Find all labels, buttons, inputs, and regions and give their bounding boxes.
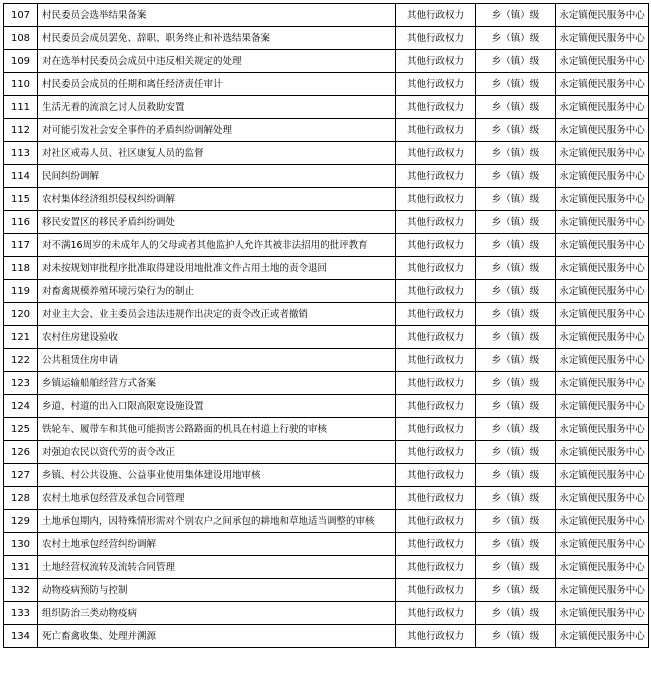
- exercise-level: 乡（镇）级: [476, 96, 556, 119]
- table-row: [4, 487, 649, 510]
- handling-unit: 永定镇便民服务中心: [556, 188, 649, 211]
- table-row: [4, 602, 649, 625]
- item-name: 土地承包期内，因特殊情形需对个别农户之间承包的耕地和草地适当调整的审核: [38, 510, 396, 533]
- handling-unit: 永定镇便民服务中心: [556, 487, 649, 510]
- handling-unit: 永定镇便民服务中心: [556, 96, 649, 119]
- handling-unit: 永定镇便民服务中心: [556, 303, 649, 326]
- exercise-level: 乡（镇）级: [476, 395, 556, 418]
- row-number: 126: [4, 441, 38, 464]
- exercise-level: 乡（镇）级: [476, 188, 556, 211]
- row-number: 130: [4, 533, 38, 556]
- handling-unit: 永定镇便民服务中心: [556, 510, 649, 533]
- row-number: 132: [4, 579, 38, 602]
- handling-unit: 永定镇便民服务中心: [556, 372, 649, 395]
- row-number: 113: [4, 142, 38, 165]
- item-name: 农村住房建设验收: [38, 326, 396, 349]
- item-name: 铁轮车、履带车和其他可能损害公路路面的机具在村道上行驶的审核: [38, 418, 396, 441]
- row-number: 112: [4, 119, 38, 142]
- exercise-level: 乡（镇）级: [476, 464, 556, 487]
- handling-unit: 永定镇便民服务中心: [556, 602, 649, 625]
- power-type: 其他行政权力: [396, 50, 476, 73]
- exercise-level: 乡（镇）级: [476, 234, 556, 257]
- row-number: 128: [4, 487, 38, 510]
- row-number: 129: [4, 510, 38, 533]
- exercise-level: 乡（镇）级: [476, 441, 556, 464]
- exercise-level: 乡（镇）级: [476, 27, 556, 50]
- item-name: 对强迫农民以资代劳的责令改正: [38, 441, 396, 464]
- exercise-level: 乡（镇）级: [476, 372, 556, 395]
- item-name: 对社区戒毒人员、社区康复人员的监督: [38, 142, 396, 165]
- item-name: 村民委员会成员的任期和离任经济责任审计: [38, 73, 396, 96]
- row-number: 133: [4, 602, 38, 625]
- table-row: [4, 372, 649, 395]
- power-type: 其他行政权力: [396, 280, 476, 303]
- row-number: 115: [4, 188, 38, 211]
- item-name: 农村土地承包经营及承包合同管理: [38, 487, 396, 510]
- power-type: 其他行政权力: [396, 165, 476, 188]
- item-name: 对在选举村民委员会成员中违反相关规定的处理: [38, 50, 396, 73]
- exercise-level: 乡（镇）级: [476, 625, 556, 648]
- exercise-level: 乡（镇）级: [476, 487, 556, 510]
- row-number: 131: [4, 556, 38, 579]
- handling-unit: 永定镇便民服务中心: [556, 27, 649, 50]
- exercise-level: 乡（镇）级: [476, 211, 556, 234]
- exercise-level: 乡（镇）级: [476, 418, 556, 441]
- handling-unit: 永定镇便民服务中心: [556, 280, 649, 303]
- table-row: [4, 395, 649, 418]
- item-name: 生活无着的流浪乞讨人员救助安置: [38, 96, 396, 119]
- exercise-level: 乡（镇）级: [476, 50, 556, 73]
- power-type: 其他行政权力: [396, 349, 476, 372]
- exercise-level: 乡（镇）级: [476, 280, 556, 303]
- exercise-level: 乡（镇）级: [476, 257, 556, 280]
- exercise-level: 乡（镇）级: [476, 556, 556, 579]
- row-number: 108: [4, 27, 38, 50]
- table-row: [4, 188, 649, 211]
- handling-unit: 永定镇便民服务中心: [556, 556, 649, 579]
- row-number: 107: [4, 4, 38, 27]
- handling-unit: 永定镇便民服务中心: [556, 579, 649, 602]
- handling-unit: 永定镇便民服务中心: [556, 211, 649, 234]
- table-row: [4, 50, 649, 73]
- row-number: 134: [4, 625, 38, 648]
- exercise-level: 乡（镇）级: [476, 349, 556, 372]
- row-number: 120: [4, 303, 38, 326]
- item-name: 民间纠纷调解: [38, 165, 396, 188]
- exercise-level: 乡（镇）级: [476, 303, 556, 326]
- table-row: [4, 579, 649, 602]
- table-row: [4, 441, 649, 464]
- power-type: 其他行政权力: [396, 142, 476, 165]
- table-row: [4, 464, 649, 487]
- table-row: [4, 27, 649, 50]
- handling-unit: 永定镇便民服务中心: [556, 533, 649, 556]
- handling-unit: 永定镇便民服务中心: [556, 234, 649, 257]
- table-row: [4, 625, 649, 648]
- handling-unit: 永定镇便民服务中心: [556, 349, 649, 372]
- exercise-level: 乡（镇）级: [476, 73, 556, 96]
- item-name: 对可能引发社会安全事件的矛盾纠纷调解处理: [38, 119, 396, 142]
- power-type: 其他行政权力: [396, 211, 476, 234]
- row-number: 114: [4, 165, 38, 188]
- table-row: [4, 510, 649, 533]
- row-number: 127: [4, 464, 38, 487]
- table-row: [4, 142, 649, 165]
- row-number: 118: [4, 257, 38, 280]
- power-type: 其他行政权力: [396, 510, 476, 533]
- power-type: 其他行政权力: [396, 372, 476, 395]
- row-number: 116: [4, 211, 38, 234]
- row-number: 110: [4, 73, 38, 96]
- power-type: 其他行政权力: [396, 464, 476, 487]
- power-type: 其他行政权力: [396, 602, 476, 625]
- exercise-level: 乡（镇）级: [476, 142, 556, 165]
- exercise-level: 乡（镇）级: [476, 533, 556, 556]
- table-row: [4, 556, 649, 579]
- power-type: 其他行政权力: [396, 533, 476, 556]
- item-name: 乡道、村道的出入口限高限宽设施设置: [38, 395, 396, 418]
- power-type: 其他行政权力: [396, 73, 476, 96]
- handling-unit: 永定镇便民服务中心: [556, 73, 649, 96]
- item-name: 乡镇运输船舶经营方式备案: [38, 372, 396, 395]
- handling-unit: 永定镇便民服务中心: [556, 625, 649, 648]
- table-row: [4, 73, 649, 96]
- power-type: 其他行政权力: [396, 326, 476, 349]
- power-type: 其他行政权力: [396, 625, 476, 648]
- table-row: [4, 96, 649, 119]
- exercise-level: 乡（镇）级: [476, 119, 556, 142]
- power-list-table: [3, 3, 649, 648]
- row-number: 117: [4, 234, 38, 257]
- item-name: 乡镇、村公共设施、公益事业使用集体建设用地审核: [38, 464, 396, 487]
- table-body: [4, 4, 649, 648]
- row-number: 121: [4, 326, 38, 349]
- table-row: [4, 4, 649, 27]
- table-row: [4, 211, 649, 234]
- exercise-level: 乡（镇）级: [476, 579, 556, 602]
- power-type: 其他行政权力: [396, 27, 476, 50]
- item-name: 死亡畜禽收集、处理并溯源: [38, 625, 396, 648]
- power-type: 其他行政权力: [396, 96, 476, 119]
- table-row: [4, 303, 649, 326]
- table-row: [4, 234, 649, 257]
- handling-unit: 永定镇便民服务中心: [556, 119, 649, 142]
- power-type: 其他行政权力: [396, 556, 476, 579]
- power-type: 其他行政权力: [396, 119, 476, 142]
- exercise-level: 乡（镇）级: [476, 326, 556, 349]
- power-type: 其他行政权力: [396, 418, 476, 441]
- table-row: [4, 280, 649, 303]
- table-row: [4, 119, 649, 142]
- power-type: 其他行政权力: [396, 441, 476, 464]
- item-name: 村民委员会成员罢免、辞职、职务终止和补选结果备案: [38, 27, 396, 50]
- exercise-level: 乡（镇）级: [476, 602, 556, 625]
- row-number: 125: [4, 418, 38, 441]
- handling-unit: 永定镇便民服务中心: [556, 4, 649, 27]
- row-number: 122: [4, 349, 38, 372]
- table-row: [4, 533, 649, 556]
- exercise-level: 乡（镇）级: [476, 4, 556, 27]
- item-name: 农村集体经济组织侵权纠纷调解: [38, 188, 396, 211]
- power-type: 其他行政权力: [396, 395, 476, 418]
- table-row: [4, 326, 649, 349]
- power-type: 其他行政权力: [396, 188, 476, 211]
- handling-unit: 永定镇便民服务中心: [556, 257, 649, 280]
- row-number: 111: [4, 96, 38, 119]
- item-name: 土地经营权流转及流转合同管理: [38, 556, 396, 579]
- row-number: 119: [4, 280, 38, 303]
- power-type: 其他行政权力: [396, 257, 476, 280]
- item-name: 组织防治三类动物疫病: [38, 602, 396, 625]
- power-type: 其他行政权力: [396, 303, 476, 326]
- handling-unit: 永定镇便民服务中心: [556, 50, 649, 73]
- item-name: 村民委员会选举结果备案: [38, 4, 396, 27]
- handling-unit: 永定镇便民服务中心: [556, 165, 649, 188]
- row-number: 123: [4, 372, 38, 395]
- item-name: 对畜禽规模养殖环境污染行为的制止: [38, 280, 396, 303]
- table-row: [4, 418, 649, 441]
- item-name: 公共租赁住房申请: [38, 349, 396, 372]
- row-number: 109: [4, 50, 38, 73]
- handling-unit: 永定镇便民服务中心: [556, 395, 649, 418]
- power-type: 其他行政权力: [396, 234, 476, 257]
- item-name: 对不满16周岁的未成年人的父母或者其他监护人允许其被非法招用的批评教育: [38, 234, 396, 257]
- table-row: [4, 257, 649, 280]
- handling-unit: 永定镇便民服务中心: [556, 441, 649, 464]
- row-number: 124: [4, 395, 38, 418]
- handling-unit: 永定镇便民服务中心: [556, 464, 649, 487]
- item-name: 对业主大会、业主委员会违法违规作出决定的责令改正或者撤销: [38, 303, 396, 326]
- power-type: 其他行政权力: [396, 4, 476, 27]
- item-name: 对未按规划审批程序批准取得建设用地批准文件占用土地的责令退回: [38, 257, 396, 280]
- power-type: 其他行政权力: [396, 487, 476, 510]
- handling-unit: 永定镇便民服务中心: [556, 142, 649, 165]
- handling-unit: 永定镇便民服务中心: [556, 418, 649, 441]
- item-name: 移民安置区的移民矛盾纠纷调处: [38, 211, 396, 234]
- table-row: [4, 349, 649, 372]
- handling-unit: 永定镇便民服务中心: [556, 326, 649, 349]
- exercise-level: 乡（镇）级: [476, 510, 556, 533]
- power-type: 其他行政权力: [396, 579, 476, 602]
- table-row: [4, 165, 649, 188]
- item-name: 农村土地承包经营纠纷调解: [38, 533, 396, 556]
- item-name: 动物疫病预防与控制: [38, 579, 396, 602]
- exercise-level: 乡（镇）级: [476, 165, 556, 188]
